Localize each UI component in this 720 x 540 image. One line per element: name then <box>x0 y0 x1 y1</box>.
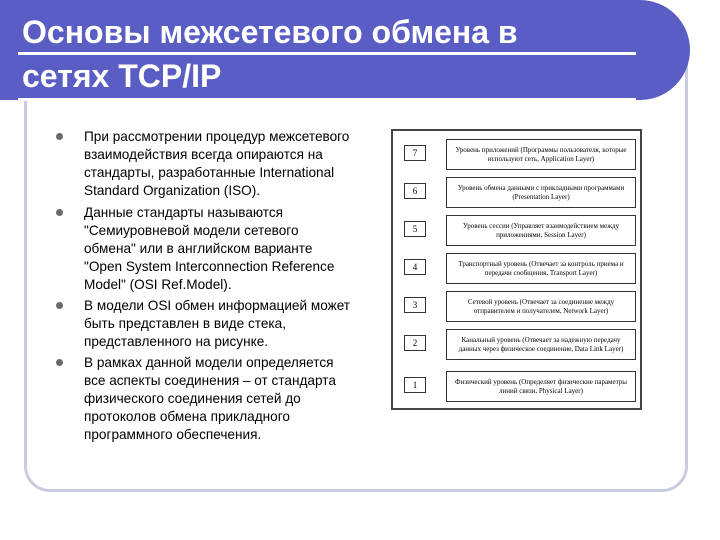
layer-description: Транспортный уровень (Отвечает за контроль приема и передачи сообщения, Transport Layer) <box>446 253 636 284</box>
bullet-icon <box>56 359 63 366</box>
bullet-item <box>54 354 354 444</box>
slide-title <box>22 10 518 98</box>
bullet-text: В модели OSI обмен информацией может быть представлен в виде стека, представленного на рисунке. <box>84 298 351 349</box>
layer-description: Уровень обмена данными с прикладными программами (Presentation Layer) <box>446 177 636 208</box>
osi-layer-row <box>404 253 636 285</box>
title-underline-2 <box>18 98 636 101</box>
layer-number: 6 <box>404 183 426 199</box>
osi-layer-row <box>404 329 636 361</box>
layer-description: Сетевой уровень (Отвечает за соединение между отправителем и получателем, Network Layer) <box>446 291 636 322</box>
layer-number: 4 <box>404 259 426 275</box>
layer-description: Уровень приложений (Программы пользователя, которые используют сеть, Application Layer) <box>446 139 636 170</box>
osi-layer-row <box>404 177 636 209</box>
osi-layer-row <box>404 139 636 171</box>
slide-title-line-2: сетях TCP/IP <box>22 58 222 94</box>
slide-title-line-1: Основы межсетевого обмена в <box>22 14 518 50</box>
osi-layer-row <box>404 371 636 403</box>
bullet-icon <box>56 209 63 216</box>
bullet-icon <box>56 133 63 140</box>
bullet-item <box>54 204 354 294</box>
layer-number: 1 <box>404 377 426 393</box>
osi-layer-row <box>404 291 636 323</box>
title-bar <box>0 0 690 100</box>
bullet-text: В рамках данной модели определяется все аспекты соединения – от стандарта физического соединения сетей до протоколов обмена прикладного программного обеспечения. <box>84 355 336 442</box>
bullet-item <box>54 297 354 351</box>
bullet-text: Данные стандарты называются "Семиуровневой модели сетевого обмена" или в английском варианте "Open System Interconnection Reference Model" (OSI Ref.Model). <box>84 205 335 292</box>
layer-number: 2 <box>404 335 426 351</box>
osi-model-figure <box>391 129 642 410</box>
layer-number: 5 <box>404 221 426 237</box>
bullet-text: При рассмотрении процедур межсетевого взаимодействия всегда опираются на стандарты, разработанные International Standard Organization (ISO). <box>84 129 350 198</box>
osi-layer-row <box>404 215 636 247</box>
layer-description: Канальный уровень (Отвечает за надежную передачу данных через физическое соединение, Data Link Layer) <box>446 329 636 360</box>
layer-description: Физический уровень (Определяет физические параметры линий связи, Physical Layer) <box>446 371 636 402</box>
bullet-item <box>54 128 354 200</box>
bullet-list <box>54 128 354 444</box>
layer-number: 3 <box>404 297 426 313</box>
layer-number: 7 <box>404 145 426 161</box>
bullet-icon <box>56 302 63 309</box>
layer-description: Уровень сессии (Управляет взаимодействием между приложениями, Session Layer) <box>446 215 636 246</box>
